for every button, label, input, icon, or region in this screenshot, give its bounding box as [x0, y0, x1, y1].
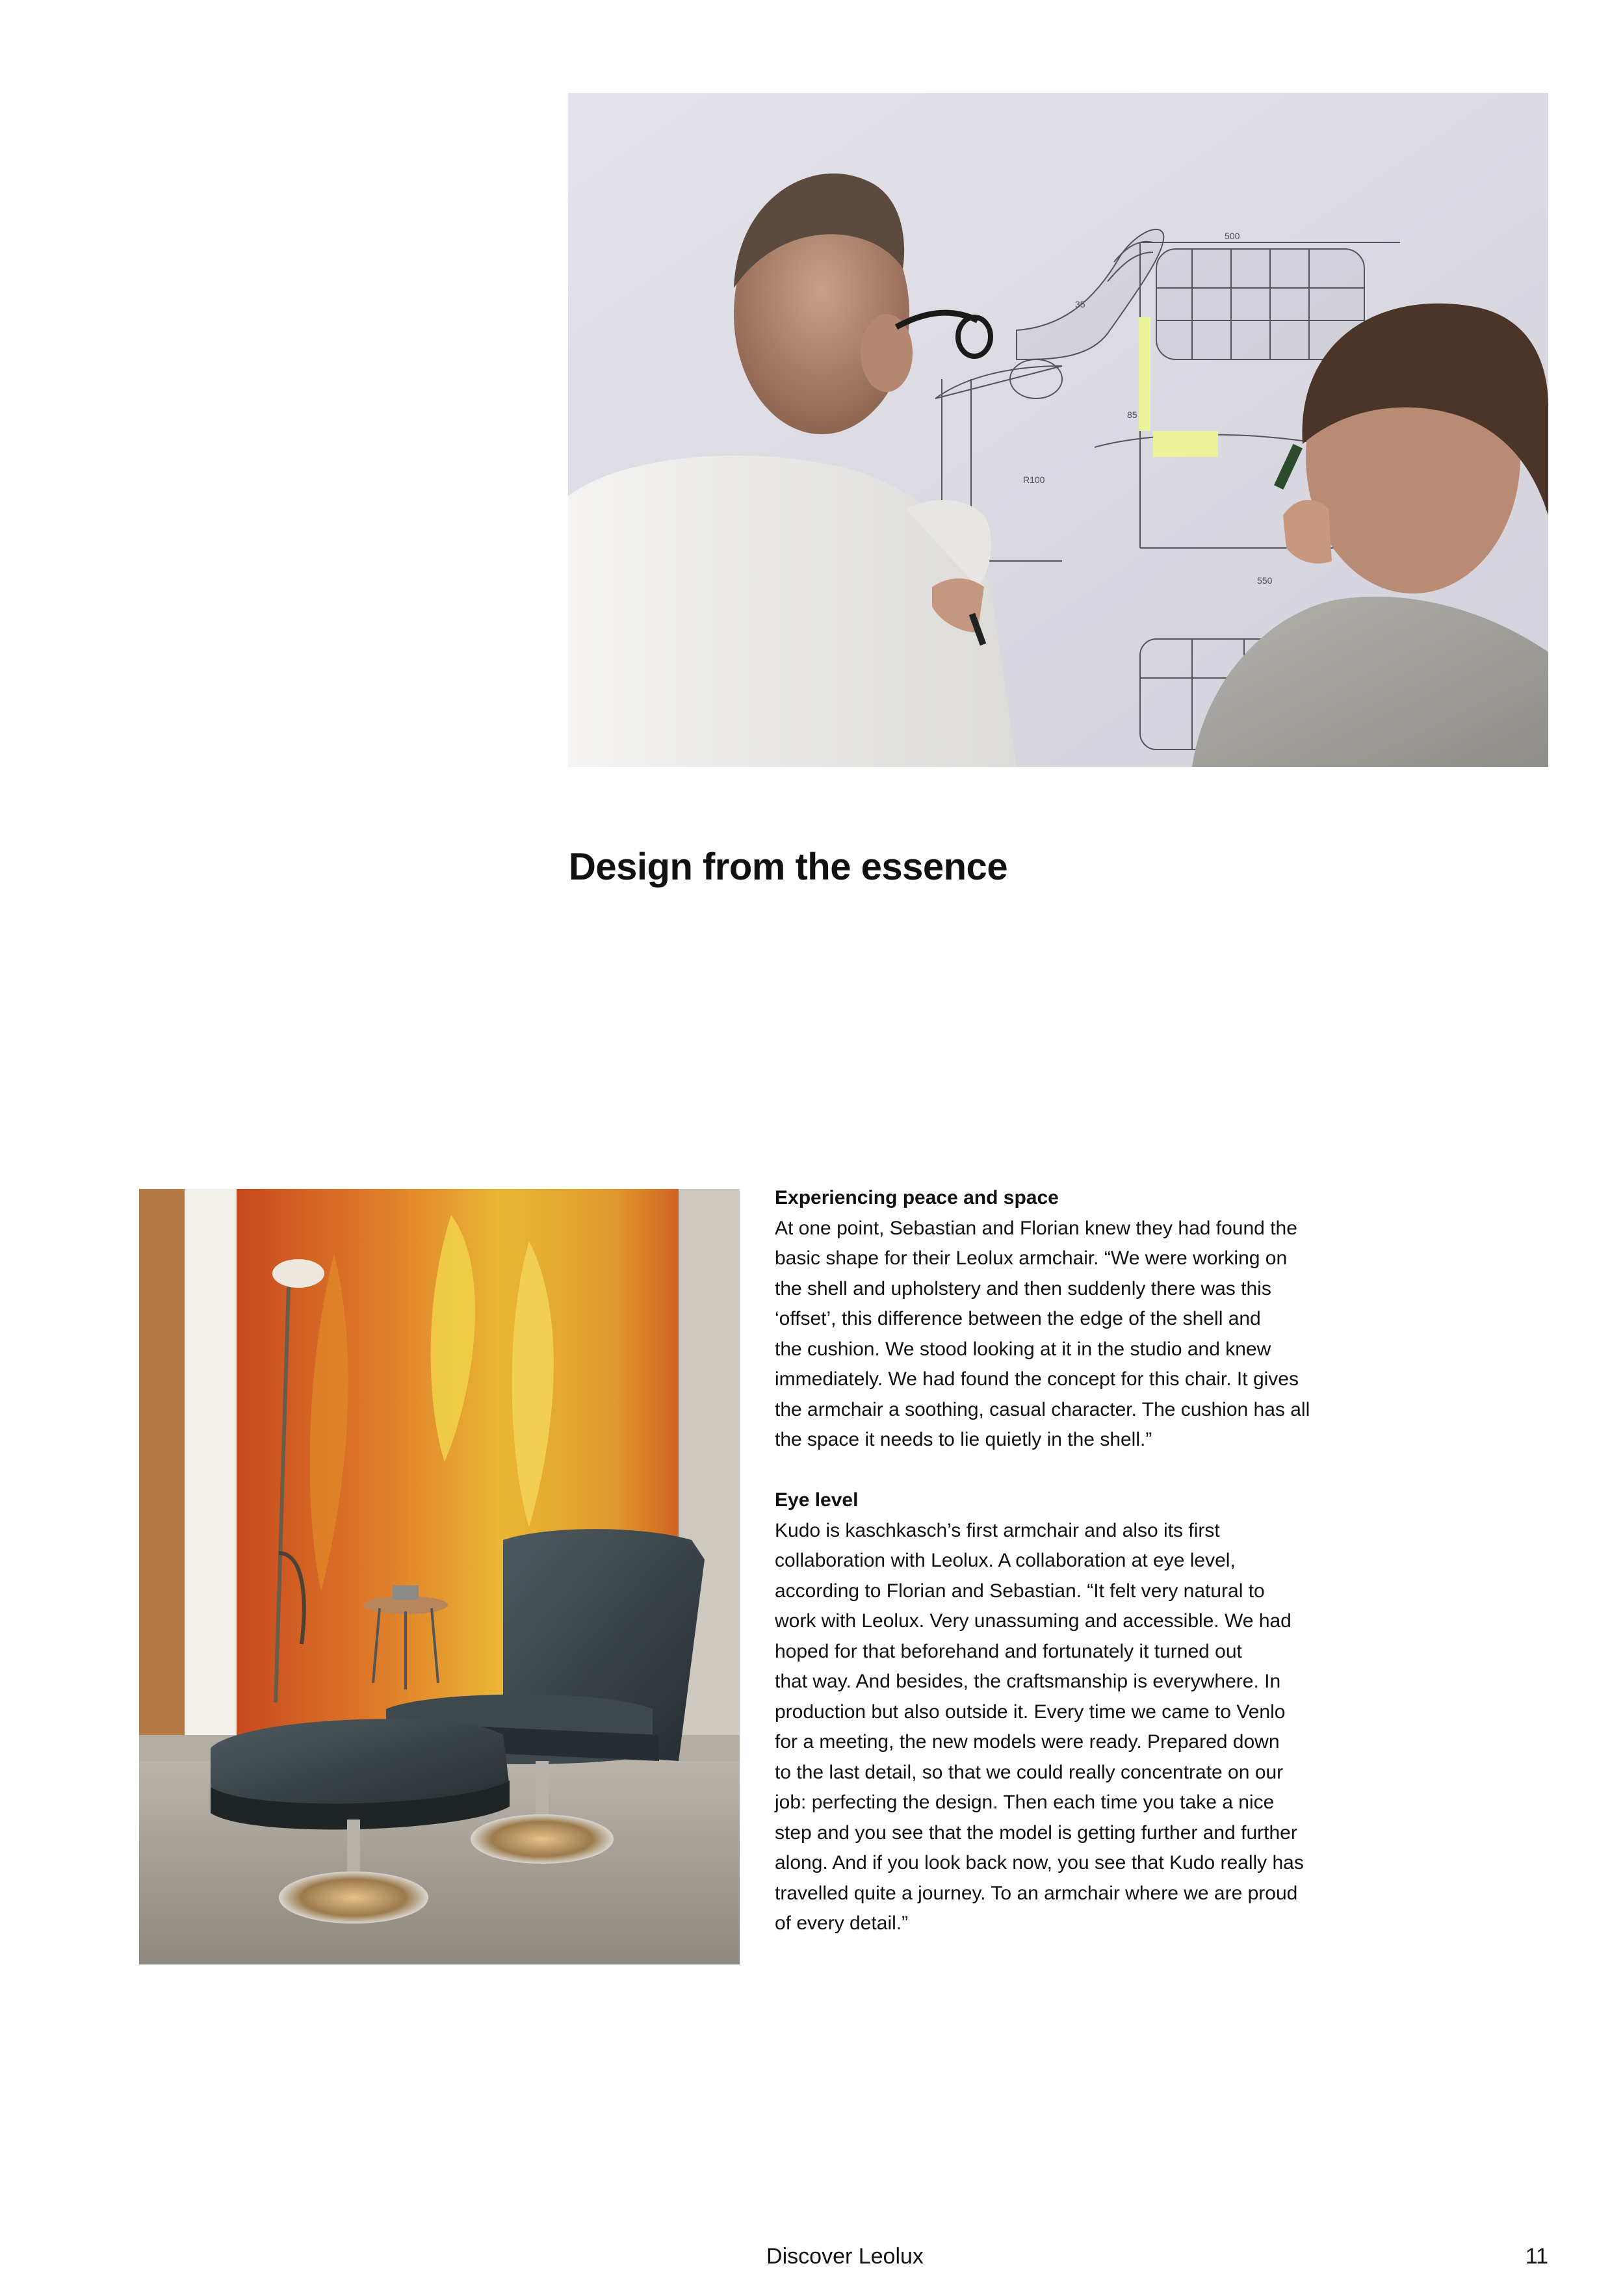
armchair-photo [139, 1189, 740, 1964]
footer-publication-title: Discover Leolux [766, 2244, 924, 2269]
page-number: 11 [1525, 2244, 1548, 2269]
svg-text:500: 500 [1225, 231, 1240, 241]
svg-text:35: 35 [1075, 299, 1085, 309]
svg-text:85: 85 [1127, 410, 1137, 420]
page-heading: Design from the essence [569, 846, 1008, 888]
section-body: Kudo is kaschkasch’s first armchair and also its first collaboration with Leolux. A collaboration at eye level, according to Florian and Sebastian. “It felt very natural to work with Leolux. Very unassuming and accessible. We had hoped for that beforehand and fortunately it turned out that way. And besides, the craftsmanship is everywhere. In production but also outside it. Every time we came to Venlo for a meeting, the new models were ready. Prepared down to the last detail, so that we could really concentrate on our job: perfecting the design. Then each time you take a nice step and you see that the model is getting further and further along. And if you look back now, you see that Kudo really has travelled quite a journey. To an armchair where we are proud of every detail.” [775, 1519, 1304, 1934]
svg-text:550: 550 [1257, 575, 1273, 586]
armchair-photo-illustration [139, 1189, 740, 1964]
svg-text:R100: R100 [1023, 475, 1045, 485]
designers-photo-illustration [568, 93, 1548, 767]
section-title: Eye level [775, 1489, 859, 1511]
section-body: At one point, Sebastian and Florian knew they had found the basic shape for their Leolux armchair. “We were working on the shell and upholstery and then suddenly there was this ‘offset’, this difference between the edge of the shell and the cushion. We stood looking at it in the studio and knew immediately. We had found the concept for this chair. It gives the armchair a soothing, casual character. The cushion has all the space it needs to lie quietly in the shell.” [775, 1217, 1310, 1450]
designers-photo [568, 93, 1548, 767]
article-text [775, 1183, 1360, 1969]
section-title: Experiencing peace and space [775, 1187, 1059, 1208]
